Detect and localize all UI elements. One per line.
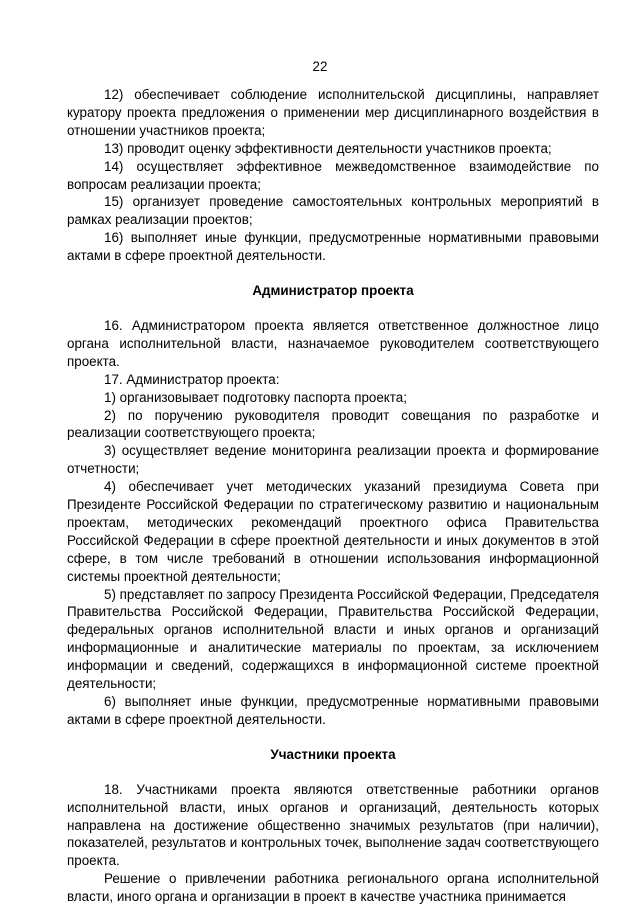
page-number: 22 [312, 59, 328, 74]
section-heading-admin: Администратор проекта [252, 283, 414, 299]
list-item: 1) организовывает подготовку паспорта проекта; [104, 389, 407, 405]
paragraph: Решение о привлечении работника регионального органа исполнительной власти, иного органа и организации в проект в качестве участника принимается [67, 871, 599, 905]
list-item: 12) обеспечивает соблюдение исполнительской дисциплины, направляет куратору проекта предложения о применении мер дисциплинарного воздействия в отношении участников проекта; [67, 87, 599, 138]
list-item: 6) выполняет иные функции, предусмотренные нормативными правовыми актами в сфере проектной деятельности. [67, 694, 599, 727]
list-item: 5) представляет по запросу Президента Российской Федерации, Председателя Правительства Российской Федерации, Правительства Российской Федерации, федеральных органов исполнительной власти и иных органов и организаций информационные и аналитические материалы по проектам, за исключением информации и сведений, содержащихся в информационной системе проектной деятельности; [67, 586, 600, 692]
paragraph: 18. Участниками проекта являются ответственные работники органов исполнительной власти, иных органов и организаций, деятельность которых направлена на достижение общественно значимых результатов (при наличии), показателей, результатов и контрольных точек, выполнение задач соответствующего проекта. [67, 781, 599, 869]
list-item: 15) организует проведение самостоятельных контрольных мероприятий в рамках реализации проектов; [67, 194, 599, 228]
section-heading-participants: Участники проекта [270, 746, 396, 762]
list-item: 13) проводит оценку эффективности деятельности участников проекта; [104, 140, 552, 156]
list-item: 3) осуществляет ведение мониторинга реализации проекта и формирование отчетности; [67, 443, 599, 477]
list-item: 2) по поручению руководителя проводит совещания по разработке и реализации соответствующего проекта; [67, 407, 599, 441]
list-item: 4) обеспечивает учет методических указаний президиума Совета при Президенте Российской Федерации по стратегическому развитию и национальным проектам, методических рекомендаций проектного офиса Правительства Российской Федерации в сфере проектной деятельности и иных документов в этой сфере, в том числе требований в отношении использования информационной системы проектной деятельности; [67, 479, 599, 584]
paragraph: 16. Администратором проекта является ответственное должностное лицо органа исполнительной власти, назначаемое руководителем соответствующего проекта. [67, 317, 599, 369]
document-body [67, 86, 599, 906]
list-item: 14) осуществляет эффективное межведомственное взаимодействие по вопросам реализации проекта; [67, 158, 599, 192]
paragraph: 17. Администратор проекта: [104, 371, 280, 387]
list-item: 16) выполняет иные функции, предусмотренные нормативными правовыми актами в сфере проектной деятельности. [67, 230, 599, 264]
